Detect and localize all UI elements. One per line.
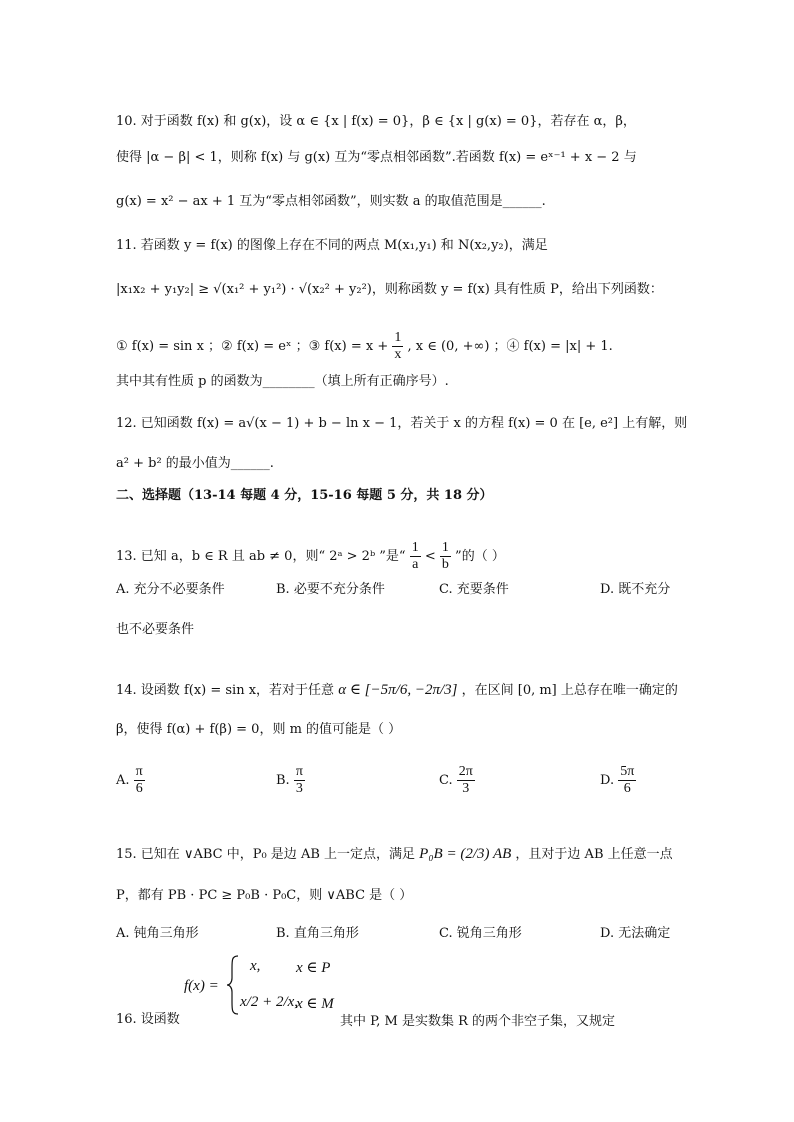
q14-option-c[interactable] xyxy=(439,764,475,797)
q14-interval: α ∈ [−5π/6, −2π/3] xyxy=(338,682,458,698)
q15-line2: P，都有 PB · PC ≥ P₀B · P₀C，则 ∨ABC 是（ ） xyxy=(116,888,413,903)
q13-fraction-2-denominator: b xyxy=(441,557,449,572)
q13-option-a[interactable]: A. 充分不必要条件 xyxy=(116,582,225,597)
q13-fraction-2-numerator: 1 xyxy=(441,540,449,555)
q14-option-b-denominator: 3 xyxy=(295,781,303,796)
q11-option-3-post: , x ∈ (0, +∞) xyxy=(407,339,490,354)
q11-line4: 其中其有性质 p 的函数为________（填上所有正确序号）. xyxy=(116,374,449,389)
q14-option-a-numerator: π xyxy=(135,764,143,779)
q13-less-than: < xyxy=(424,549,436,564)
q14-stem-post: ，在区间 [0, m] 上总存在唯一确定的 xyxy=(461,683,678,698)
q11-option-3-fraction xyxy=(392,330,403,363)
q14-option-c-label: C. xyxy=(439,773,453,788)
q13-fraction-1-numerator: 1 xyxy=(411,540,419,555)
q11-line1: 11. 若函数 y = f(x) 的图像上存在不同的两点 M(x₁,y₁) 和 N(x₂,y₂)，满足 xyxy=(116,238,548,253)
q15-vector-condition: P₀B = (2/3) AB xyxy=(419,846,512,862)
q15-option-d[interactable]: D. 无法确定 xyxy=(600,926,671,941)
q16-case-1-expression: x, xyxy=(250,958,261,974)
q16-piecewise-brace xyxy=(226,954,240,1016)
q14-option-d-label: D. xyxy=(600,773,615,788)
q16-case-1-condition: x ∈ P xyxy=(296,960,331,976)
q11-option-3-pre: ；③ f(x) = x + xyxy=(295,339,389,354)
q13-option-d-continued: 也不必要条件 xyxy=(116,622,195,637)
q15-option-c[interactable]: C. 锐角三角形 xyxy=(439,926,522,941)
q10-line2: 使得 |α − β| < 1，则称 f(x) 与 g(x) 互为“零点相邻函数”.若函数 f(x) = eˣ⁻¹ + x − 2 与 xyxy=(116,150,637,165)
q13-fraction-1 xyxy=(410,540,421,573)
q14-option-b-fraction xyxy=(294,764,305,797)
q13-stem-pre: 13. 已知 a，b ∈ R 且 ab ≠ 0，则“ 2ᵃ > 2ᵇ ”是“ xyxy=(116,549,406,564)
q13-stem-post: ”的（ ） xyxy=(455,549,505,564)
q11-option-3-denominator: x xyxy=(394,347,402,362)
q15-stem-post: ，且对于边 AB 上任意一点 xyxy=(515,847,673,862)
q11-option-1: ① f(x) = sin x xyxy=(116,339,204,354)
q15-stem-pre: 15. 已知在 ∨ABC 中，P₀ 是边 AB 上一定点，满足 xyxy=(116,847,416,862)
q14-option-d[interactable] xyxy=(600,764,636,797)
q14-line2: β，使得 f(α) + f(β) = 0，则 m 的值可能是（ ） xyxy=(116,722,402,737)
q11-option-2: ；② f(x) = eˣ xyxy=(208,339,292,354)
q13-stem xyxy=(116,540,686,573)
q14-option-b[interactable] xyxy=(276,764,305,797)
q14-option-a-denominator: 6 xyxy=(135,781,143,796)
q14-option-b-numerator: π xyxy=(295,764,303,779)
q16-case-2-expression: x/2 + 2/x, xyxy=(240,994,299,1010)
q14-option-b-label: B. xyxy=(276,773,290,788)
section-heading: 二、选择题（13-14 每题 4 分，15-16 每题 5 分，共 18 分） xyxy=(116,488,493,503)
q16-function-name: f(x) = xyxy=(184,978,219,994)
q14-stem xyxy=(116,680,686,701)
q13-option-c[interactable]: C. 充要条件 xyxy=(439,582,509,597)
q10-line1: 10. 对于函数 f(x) 和 g(x)，设 α ∈ {x | f(x) = 0}，β ∈ {x | g(x) = 0}，若存在 α，β， xyxy=(116,114,636,129)
q13-option-b[interactable]: B. 必要不充分条件 xyxy=(276,582,385,597)
q13-fraction-2 xyxy=(440,540,451,573)
q11-line2: |x₁x₂ + y₁y₂| ≥ √(x₁² + y₁²) · √(x₂² + y₂²)，则称函数 y = f(x) 具有性质 P，给出下列函数： xyxy=(116,282,663,297)
q14-option-c-fraction xyxy=(457,764,475,797)
q14-option-c-numerator: 2π xyxy=(458,764,473,779)
q13-fraction-1-denominator: a xyxy=(412,557,419,572)
q10-line3: g(x) = x² − ax + 1 互为“零点相邻函数”，则实数 a 的取值范围是______. xyxy=(116,194,546,209)
q12-line1: 12. 已知函数 f(x) = a√(x − 1) + b − ln x − 1，若关于 x 的方程 f(x) = 0 在 [e, e²] 上有解，则 xyxy=(116,416,688,431)
q11-options xyxy=(116,330,686,363)
q15-stem xyxy=(116,844,686,865)
q14-option-a-label: A. xyxy=(116,773,130,788)
q13-option-d[interactable]: D. 既不充分 xyxy=(600,582,671,597)
q15-option-a[interactable]: A. 钝角三角形 xyxy=(116,926,199,941)
q14-option-d-numerator: 5π xyxy=(620,764,635,779)
q16-stem-post: 其中 P, M 是实数集 R 的两个非空子集，又规定 xyxy=(340,1014,616,1029)
q11-option-3-numerator: 1 xyxy=(394,330,402,345)
q15-option-b[interactable]: B. 直角三角形 xyxy=(276,926,359,941)
q12-line2: a² + b² 的最小值为______. xyxy=(116,456,274,471)
q16-case-2-condition: x ∈ M xyxy=(296,996,334,1012)
q14-stem-pre: 14. 设函数 f(x) = sin x，若对于任意 xyxy=(116,683,335,698)
q14-option-d-fraction xyxy=(618,764,636,797)
q16-label: 16. 设函数 xyxy=(116,1012,180,1027)
q14-option-a[interactable] xyxy=(116,764,145,797)
q14-option-c-denominator: 3 xyxy=(462,781,470,796)
q14-option-d-denominator: 6 xyxy=(623,781,631,796)
q11-option-4: ；④ f(x) = |x| + 1. xyxy=(493,339,613,354)
q14-option-a-fraction xyxy=(134,764,145,797)
